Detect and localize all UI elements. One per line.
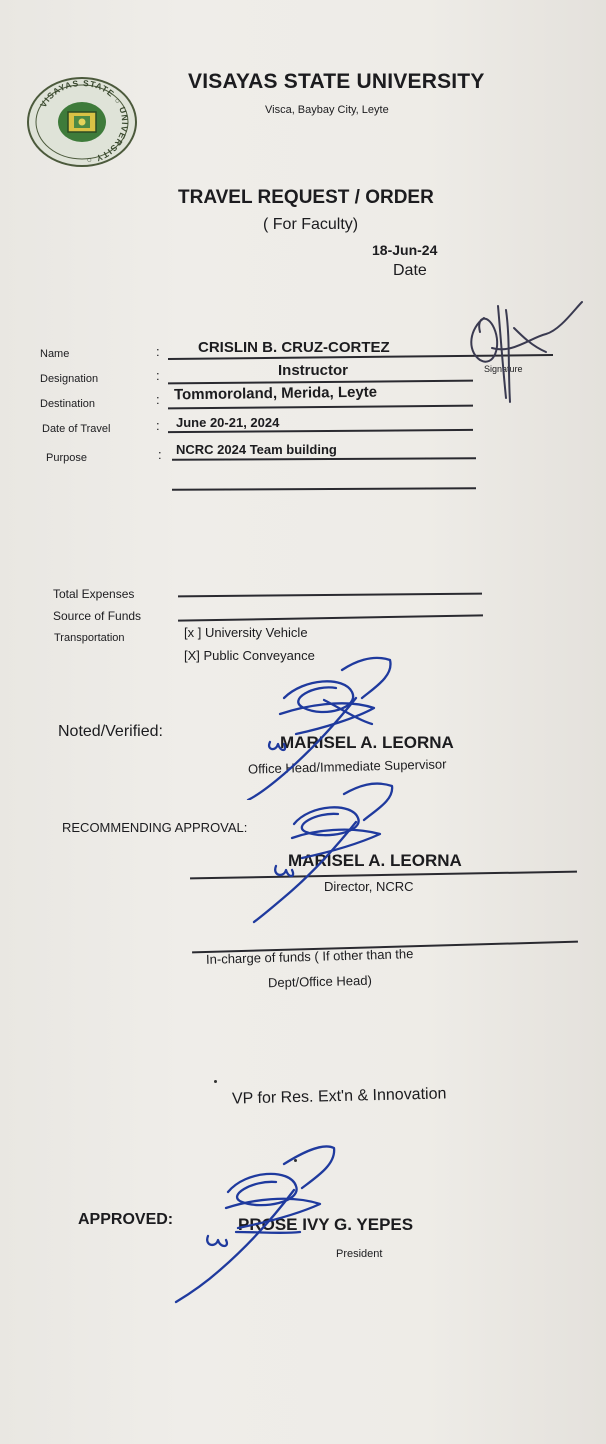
dot-mark <box>294 1159 297 1162</box>
president-title: President <box>336 1248 383 1260</box>
svg-text:VISAYAS STATE ○ UNIVERSITY ○: VISAYAS STATE ○ UNIVERSITY ○ <box>38 77 131 166</box>
noted-verified-label: Noted/Verified: <box>58 723 163 740</box>
recommending-signature <box>240 774 400 924</box>
source-of-funds-label: Source of Funds <box>53 609 142 623</box>
date-of-travel-label: Date of Travel <box>42 423 111 435</box>
designation-label: Designation <box>40 373 99 385</box>
total-expenses-label: Total Expenses <box>53 587 135 601</box>
designation-underline <box>168 380 473 384</box>
university-seal-logo <box>26 76 138 168</box>
requester-signature <box>462 298 586 406</box>
recommending-approval-label: RECOMMENDING APPROVAL: <box>62 820 248 835</box>
purpose-underline-2 <box>172 487 476 490</box>
name-value: CRISLIN B. CRUZ-CORTEZ <box>198 339 390 356</box>
transportation-label: Transportation <box>54 632 125 644</box>
colon: : <box>156 392 160 407</box>
colon: : <box>156 418 160 433</box>
colon: : <box>156 344 160 359</box>
date-value: 18-Jun-24 <box>372 242 438 258</box>
colon: : <box>156 368 160 383</box>
public-conveyance-option: [X] Public Conveyance <box>184 648 315 663</box>
colon: : <box>158 447 162 462</box>
purpose-value: NCRC 2024 Team building <box>176 442 337 457</box>
recommending-title: Director, NCRC <box>324 879 414 894</box>
name-label: Name <box>40 348 70 360</box>
form-title: TRAVEL REQUEST / ORDER <box>178 187 434 208</box>
total-expenses-line <box>178 593 482 597</box>
date-of-travel-value: June 20-21, 2024 <box>176 415 280 430</box>
approved-label: APPROVED: <box>78 1211 174 1228</box>
purpose-label: Purpose <box>46 452 87 464</box>
form-subtitle: ( For Faculty) <box>263 216 359 233</box>
noted-name: MARISEL A. LEORNA <box>280 733 454 752</box>
president-signature <box>172 1136 342 1304</box>
designation-value: Instructor <box>278 362 349 379</box>
date-label: Date <box>393 262 427 279</box>
destination-underline <box>168 405 473 409</box>
funds-incharge-line1: In-charge of funds ( If other than the <box>205 946 414 967</box>
source-of-funds-line <box>178 614 483 621</box>
destination-value: Tommoroland, Merida, Leyte <box>173 383 378 404</box>
destination-label: Destination <box>40 398 96 410</box>
recommending-name: MARISEL A. LEORNA <box>288 851 462 870</box>
president-name: PROSE IVY G. YEPES <box>238 1215 414 1234</box>
vp-title: VP for Res. Ext'n & Innovation <box>231 1085 447 1108</box>
purpose-underline <box>172 457 476 460</box>
university-vehicle-option: [x ] University Vehicle <box>184 625 308 640</box>
signature-label: Signature <box>484 364 523 374</box>
university-address: Visca, Baybay City, Leyte <box>265 104 389 116</box>
dot-mark <box>214 1080 217 1083</box>
university-name: VISAYAS STATE UNIVERSITY <box>188 70 485 93</box>
noted-title: Office Head/Immediate Supervisor <box>247 756 447 777</box>
funds-incharge-line2: Dept/Office Head) <box>267 972 372 991</box>
